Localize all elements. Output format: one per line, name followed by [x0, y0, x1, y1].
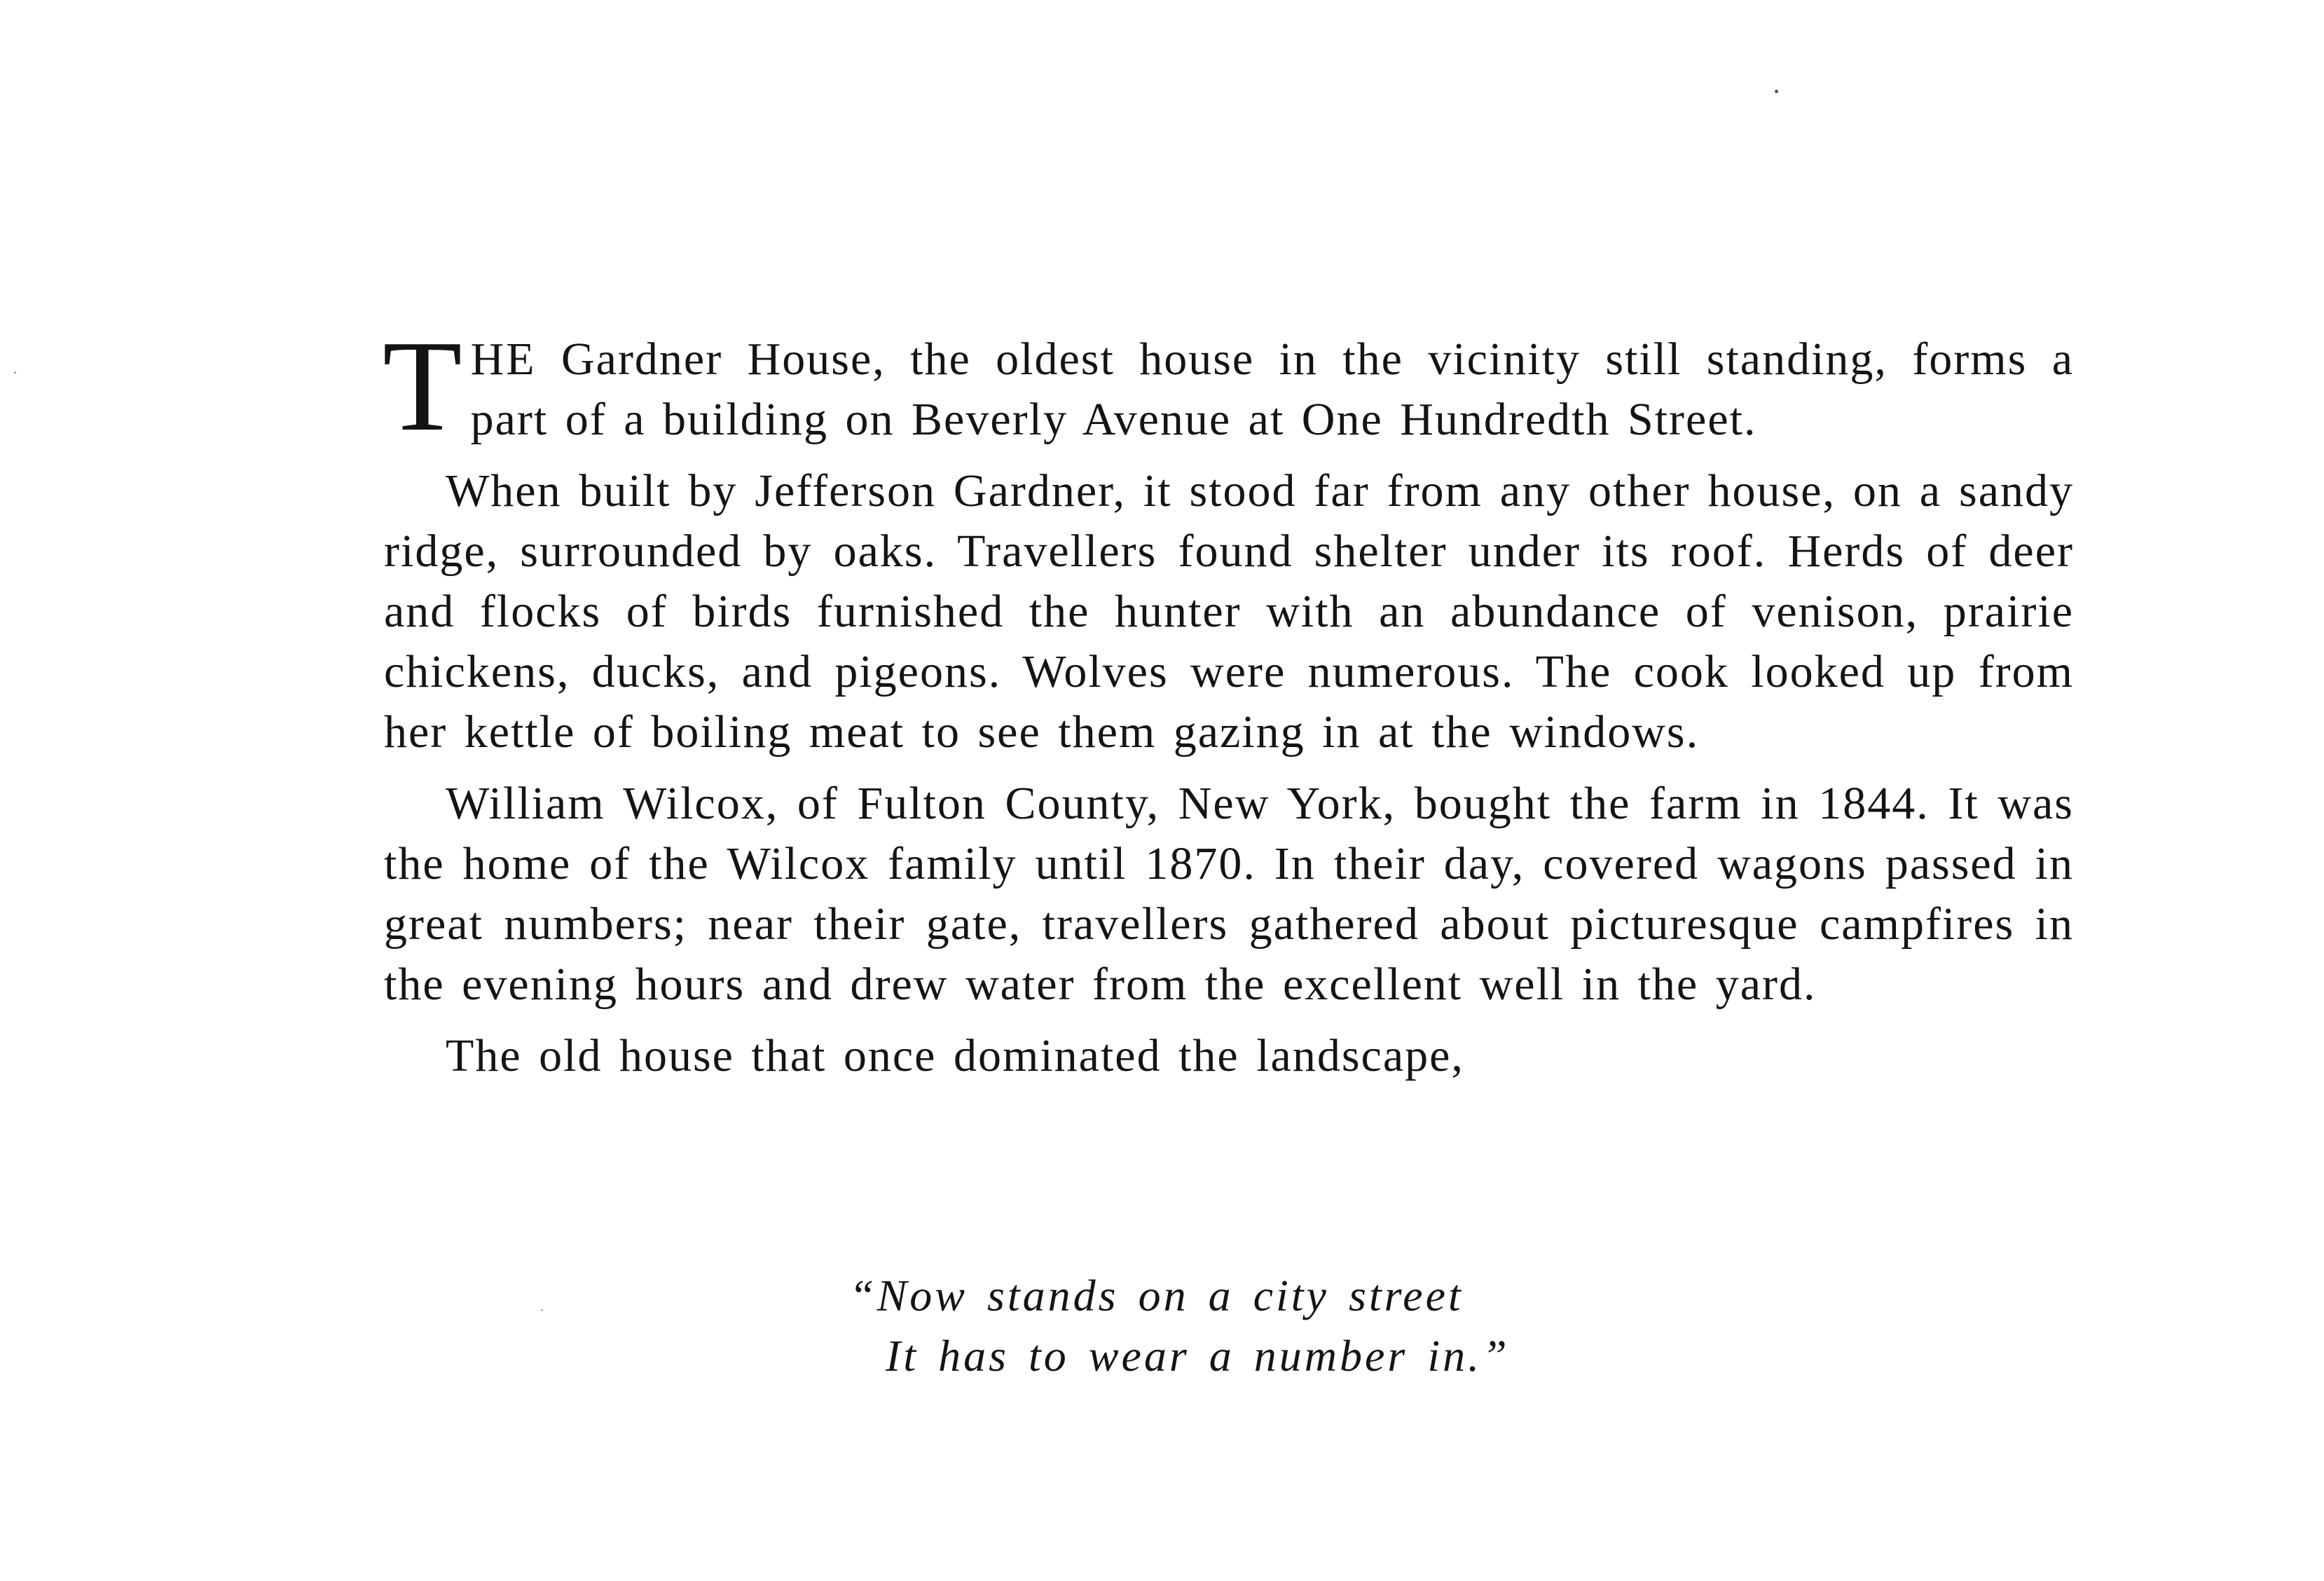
- body-text: [383, 314, 2074, 1097]
- paragraph-gardner-house: [383, 314, 2074, 458]
- paragraph-old-house: The old house that once dominated the landscape,: [446, 1030, 1464, 1081]
- print-speck: [1775, 90, 1778, 93]
- drop-cap: T: [383, 314, 464, 458]
- quote-line-2: It has to wear a number in.”: [886, 1331, 1510, 1381]
- print-speck: [541, 1309, 543, 1311]
- print-speck: [14, 371, 16, 374]
- quote-line-1: “Now stands on a city street: [849, 1271, 1464, 1320]
- paragraph-1-text: Gardner House, the oldest house in the vicinity still standing, forms a part of a building on Beverly Avenue at One Hundredth Street.: [470, 334, 2074, 445]
- lead-word: HE: [470, 334, 537, 385]
- paragraph-william-wilcox: William Wilcox, of Fulton County, New York, bought the farm in 1844. It was the home of the Wilcox family until 1870. In their day, covered wagons passed in great numbers; near their gate, travellers gathered about picturesque campfires in the evening hours and drew water from the excellent well in the yard.: [384, 778, 2074, 1010]
- paragraph-jefferson-gardner: When built by Jefferson Gardner, it stood far from any other house, on a sandy ridge, surrounded by oaks. Travellers found shelter under its roof. Herds of deer and flocks of birds furnished the hunter with an abundance of venison, prairie chickens, ducks, and pigeons. Wolves were numerous. The cook looked up from her kettle of boiling meat to see them gazing in at the windows.: [384, 465, 2074, 758]
- verse-quote: [849, 1266, 1690, 1386]
